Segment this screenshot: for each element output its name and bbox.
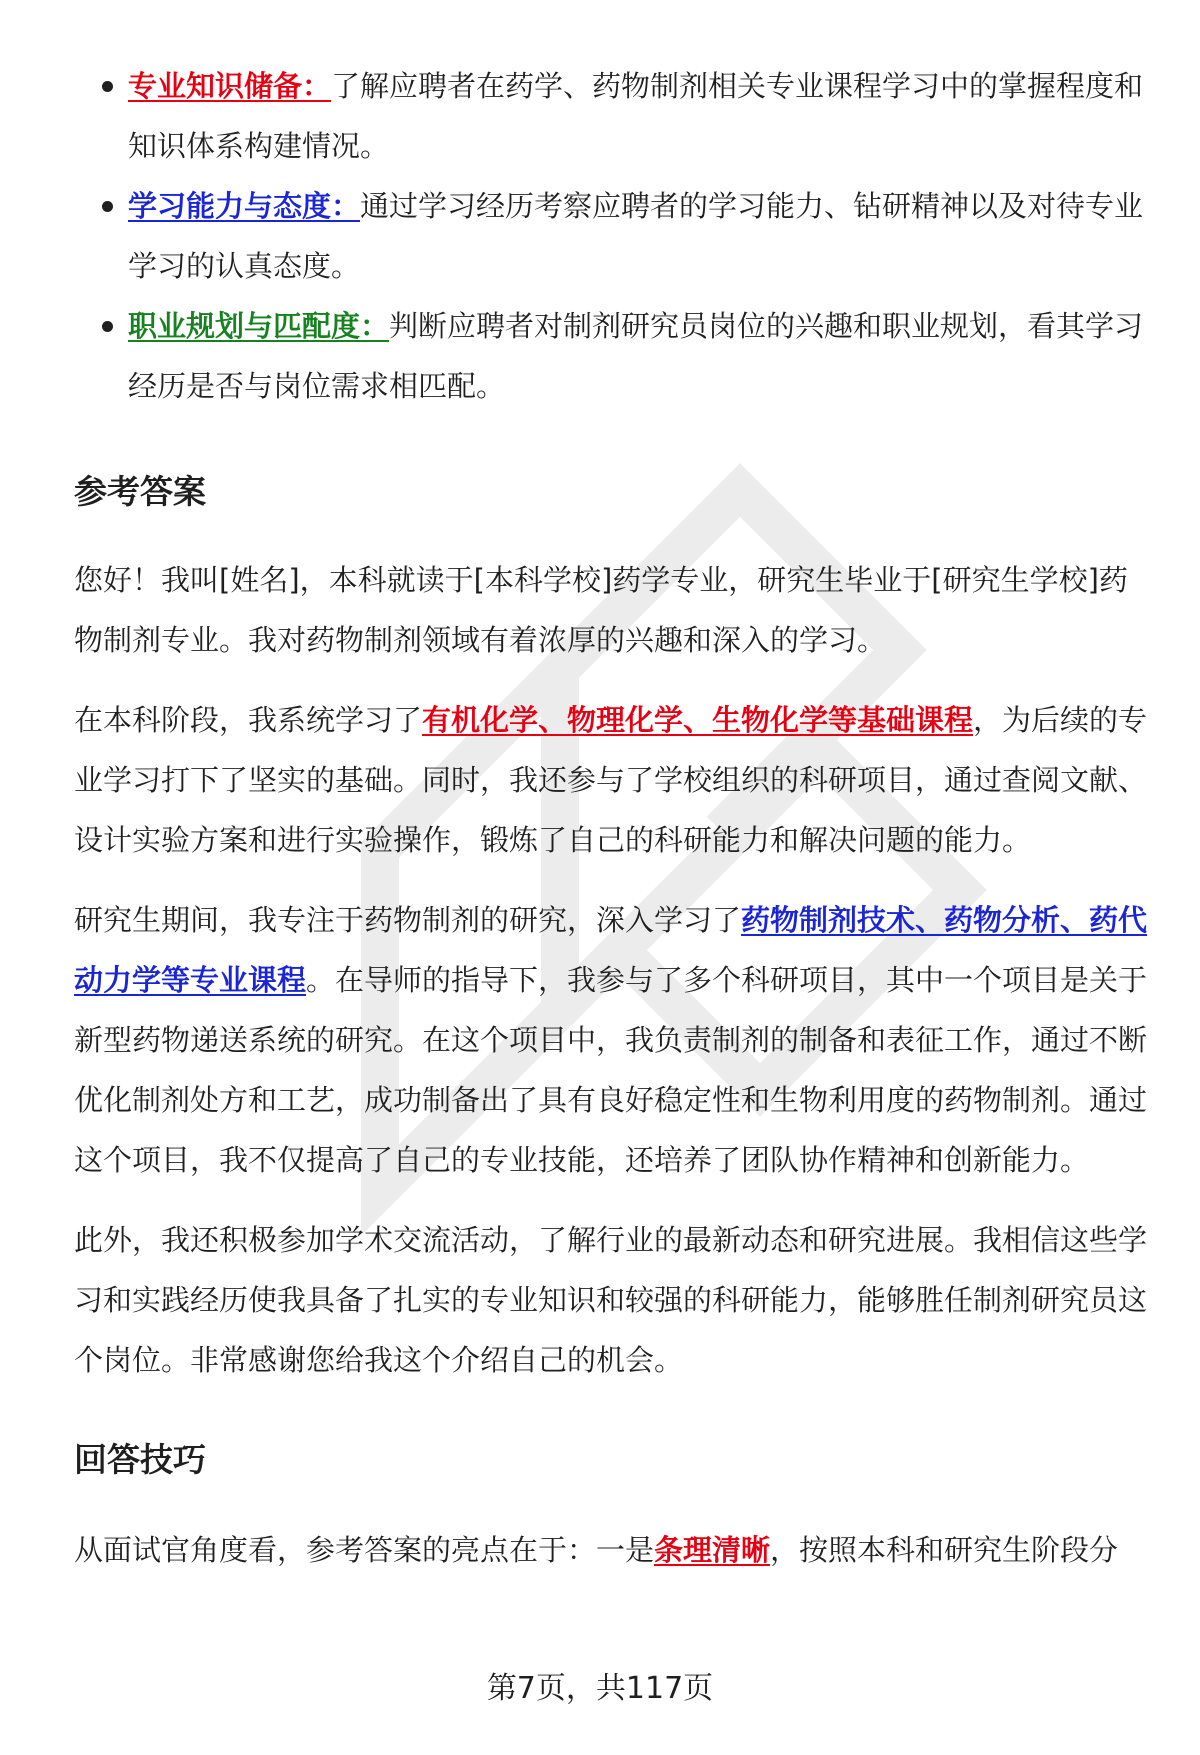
paragraph-text: 研究生期间，我专注于药物制剂的研究，深入学习了 <box>74 903 742 937</box>
answer-paragraph-undergraduate <box>74 690 1150 870</box>
bullet-text: 通过学习经历考察应聘者的学习能力、钻研精神以及对待专业学习的认真态度。 <box>128 189 1144 283</box>
bullet-label: 职业规划与匹配度： <box>128 309 390 343</box>
assessment-points-list <box>74 56 1150 416</box>
paragraph-text: 从面试官角度看，参考答案的亮点在于：一是 <box>74 1533 655 1567</box>
bullet-text: 了解应聘者在药学、药物制剂相关专业课程学习中的掌握程度和知识体系构建情况。 <box>128 69 1144 163</box>
bullet-item-professional-knowledge <box>74 56 1150 176</box>
tips-paragraph <box>74 1520 1150 1580</box>
paragraph-text: 在本科阶段，我系统学习了 <box>74 703 423 737</box>
page-number-footer: 第7页，共117页 <box>486 1671 714 1706</box>
bullet-text: 判断应聘者对制剂研究员岗位的兴趣和职业规划，看其学习经历是否与岗位需求相匹配。 <box>128 309 1144 403</box>
bullet-label: 学习能力与态度： <box>128 189 361 223</box>
highlight-professional-courses: 药物制剂技术、药物分析、药代动力学等专业课程 <box>74 903 1148 997</box>
bullet-item-career-planning <box>74 296 1150 416</box>
bullet-dot-icon <box>102 321 113 332</box>
bullet-item-learning-ability <box>74 176 1150 296</box>
answer-paragraph-closing: 此外，我还积极参加学术交流活动，了解行业的最新动态和研究进展。我相信这些学习和实践经历使我具备了扎实的专业知识和较强的科研能力，能够胜任制剂研究员这个岗位。非常感谢您给我这个介绍自己的机会。 <box>74 1223 1148 1377</box>
section-title-reference-answer: 参考答案 <box>74 472 206 511</box>
highlight-basic-courses: 有机化学、物理化学、生物化学等基础课程 <box>422 703 974 737</box>
main-content <box>74 56 1150 1580</box>
answer-paragraph-graduate <box>74 890 1150 1190</box>
paragraph-text: ，为后续的专业学习打下了坚实的基础。同时，我还参与了学校组织的科研项目，通过查阅文献、设计实验方案和进行实验操作，锻炼了自己的科研能力和解决问题的能力。 <box>74 703 1148 857</box>
section-title-answer-tips: 回答技巧 <box>74 1440 206 1479</box>
bullet-label: 专业知识储备： <box>128 69 332 103</box>
paragraph-text: ，按照本科和研究生阶段分 <box>770 1533 1119 1567</box>
bullet-dot-icon <box>102 201 113 212</box>
highlight-clear-structure: 条理清晰 <box>654 1533 771 1567</box>
paragraph-text: 。在导师的指导下，我参与了多个科研项目，其中一个项目是关于新型药物递送系统的研究。在这个项目中，我负责制剂的制备和表征工作，通过不断优化制剂处方和工艺，成功制备出了具有良好稳定性和生物利用度的药物制剂。通过这个项目，我不仅提高了自己的专业技能，还培养了团队协作精神和创新能力。 <box>74 963 1148 1177</box>
bullet-dot-icon <box>102 81 113 92</box>
answer-paragraph-intro: 您好！我叫[姓名]，本科就读于[本科学校]药学专业，研究生毕业于[研究生学校]药物制剂专业。我对药物制剂领域有着浓厚的兴趣和深入的学习。 <box>74 563 1128 657</box>
